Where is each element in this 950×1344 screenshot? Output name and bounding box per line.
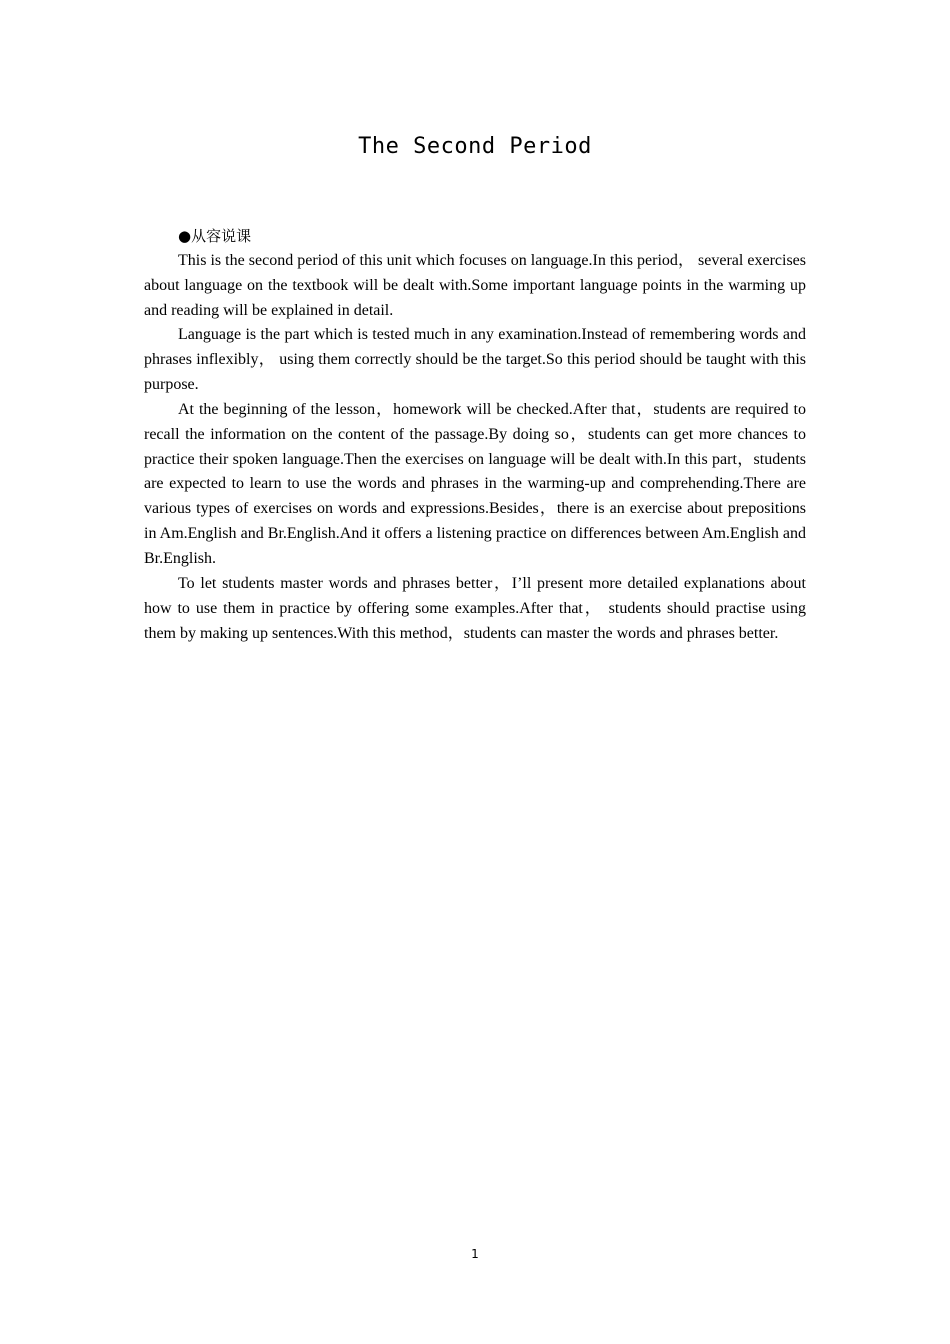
document-body [144,224,806,646]
page-title: The Second Period [358,134,592,159]
section-heading: ●从容说课 [178,227,252,245]
paragraph-1: This is the second period of this unit which focuses on language.In this period， several exercises about language on the textbook will be dealt with.Some important language points in the warming up and reading will be explained in detail. [144,251,806,319]
page-number: 1 [471,1247,479,1261]
paragraph-3: At the beginning of the lesson，homework will be checked.After that，students are required to recall the information on the content of the passage.By doing so，students can get more chances to practice their spoken language.Then the exercises on language will be dealt with.In this part，students are expected to learn to use the words and phrases in the warming-up and comprehending.There are various types of exercises on words and expressions.Besides，there is an exercise about prepositions in Am.English and Br.English.And it offers a listening practice on differences between Am.English and Br.English. [144,400,807,567]
paragraph-4: To let students master words and phrases better，I’ll present more detailed explanations about how to use them in practice by offering some examples.After that， students should practise using them by making up sentences.With this method，students can master the words and phrases better. [144,574,806,642]
paragraph-2: Language is the part which is tested much in any examination.Instead of remembering words and phrases inflexibly， using them correctly should be the target.So this period should be taught with this purpose. [144,326,806,394]
